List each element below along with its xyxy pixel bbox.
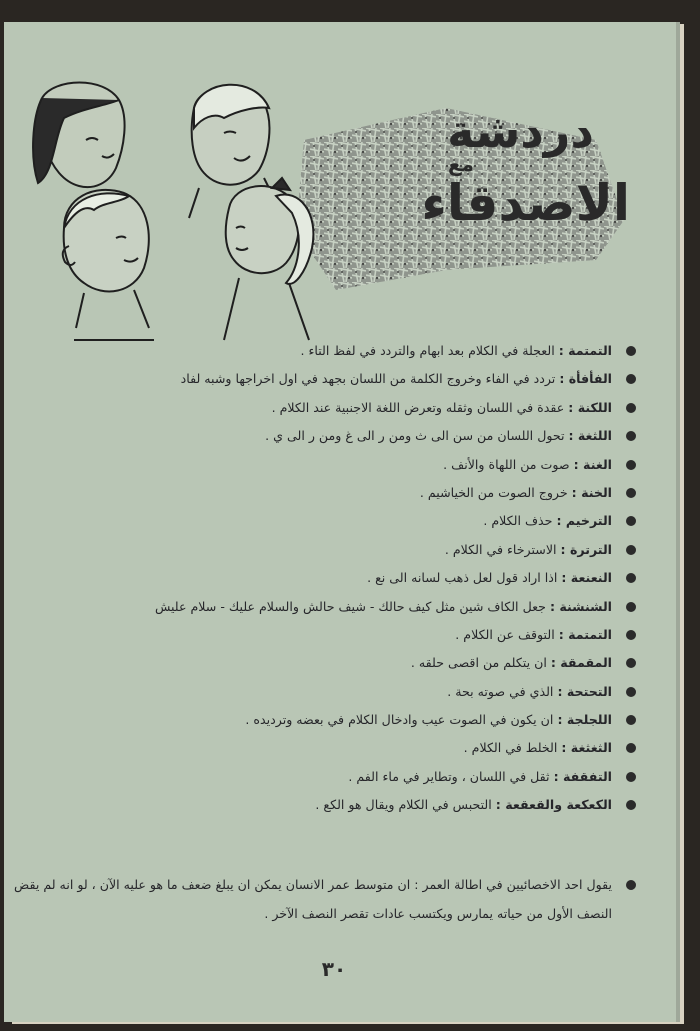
note-text: يقول احد الاخصائيين في اطالة العمر : ان متوسط عمر الانسان يمكن ان يبلغ ضعف ما هو عليه الآن ، لو انه لم يقض النصف الأول من حياته يمارس ويكتسب عادات تقصر النصف الآخر . bbox=[14, 877, 612, 921]
list-item bbox=[36, 763, 636, 791]
definition-text: تحول اللسان من سن الى ث ومن ر الى غ ومن ر الى ي . bbox=[265, 428, 565, 444]
bullet-icon bbox=[626, 630, 636, 640]
definition-term: الشنشنة : bbox=[549, 598, 612, 614]
definition-term: التحتحة : bbox=[557, 683, 612, 699]
definition-term: اللجلجة : bbox=[557, 712, 612, 728]
definition-text: اذا اراد قول لعل ذهب لسانه الى نع . bbox=[367, 570, 558, 586]
bullet-icon bbox=[626, 880, 636, 890]
definition-text: التحبس في الكلام ويقال هو الكع . bbox=[315, 797, 492, 813]
bullet-icon bbox=[626, 743, 636, 753]
definition-term: الثغثغة : bbox=[561, 740, 612, 756]
page-title bbox=[421, 104, 630, 232]
title-line-3: الاصدقاء bbox=[421, 174, 630, 232]
bullet-icon bbox=[626, 403, 636, 413]
longevity-note bbox=[4, 870, 636, 928]
children-illustration bbox=[24, 78, 324, 348]
definition-term: الكعكعة والقعقعة : bbox=[495, 797, 612, 813]
page-number: ٣٠ bbox=[321, 957, 347, 981]
list-item bbox=[36, 791, 636, 819]
definition-term: الخنة : bbox=[571, 484, 612, 500]
magazine-page bbox=[4, 22, 676, 1022]
definition-term: اللكنة : bbox=[568, 399, 612, 415]
list-item bbox=[36, 593, 636, 621]
bullet-icon bbox=[626, 658, 636, 668]
definition-term: اللثغة : bbox=[568, 428, 612, 444]
page-header bbox=[4, 22, 676, 332]
list-item bbox=[36, 649, 636, 677]
list-item bbox=[36, 621, 636, 649]
bullet-icon bbox=[626, 687, 636, 697]
bullet-icon bbox=[626, 516, 636, 526]
bullet-icon bbox=[626, 715, 636, 725]
definition-text: خروج الصوت من الخياشيم . bbox=[419, 484, 568, 500]
list-item bbox=[36, 337, 636, 365]
title-line-2: مع bbox=[447, 152, 474, 176]
definition-text: الذي في صوته بحة . bbox=[447, 683, 554, 699]
definition-text: ان يكون في الصوت عيب وادخال الكلام في بعضه وترديده . bbox=[245, 712, 554, 728]
list-item bbox=[36, 365, 636, 393]
list-item bbox=[36, 451, 636, 479]
definition-text: التوقف عن الكلام . bbox=[455, 626, 555, 642]
list-item bbox=[36, 536, 636, 564]
bullet-icon bbox=[626, 545, 636, 555]
bullet-icon bbox=[626, 800, 636, 810]
bullet-icon bbox=[626, 346, 636, 356]
definition-term: الفأفأة : bbox=[559, 371, 612, 387]
definition-text: جعل الكاف شين مثل كيف حالك - شيف حالش والسلام عليك - سلام عليش bbox=[154, 598, 546, 614]
definition-text: عقدة في اللسان وثقله وتعرض اللغة الاجنبية عند الكلام . bbox=[271, 399, 565, 415]
definition-term: النعنعة : bbox=[561, 570, 612, 586]
definition-text: ان يتكلم من اقصى حلقه . bbox=[410, 655, 547, 671]
definitions-list bbox=[36, 337, 636, 820]
definition-text: الخلط في الكلام . bbox=[463, 740, 558, 756]
definition-term: الترترة : bbox=[560, 541, 612, 557]
definition-term: التفقفة : bbox=[553, 768, 612, 784]
definition-text: حذف الكلام . bbox=[483, 513, 553, 529]
list-item bbox=[36, 678, 636, 706]
bullet-icon bbox=[626, 602, 636, 612]
definition-text: الاسترخاء في الكلام . bbox=[444, 541, 557, 557]
definition-text: صوت من اللهاة والأنف . bbox=[443, 456, 570, 472]
definition-text: ثقل في اللسان ، وتطاير في ماء الفم . bbox=[348, 768, 550, 784]
bullet-icon bbox=[626, 488, 636, 498]
definition-term: الغنة : bbox=[573, 456, 612, 472]
list-item bbox=[36, 564, 636, 592]
bullet-icon bbox=[626, 772, 636, 782]
list-item bbox=[36, 734, 636, 762]
bullet-icon bbox=[626, 460, 636, 470]
bullet-icon bbox=[626, 431, 636, 441]
bullet-icon bbox=[626, 573, 636, 583]
title-line-1: دردشة bbox=[447, 104, 594, 158]
definition-term: المقمقة : bbox=[550, 655, 612, 671]
list-item bbox=[36, 479, 636, 507]
list-item bbox=[36, 706, 636, 734]
definition-term: التمتمة : bbox=[558, 626, 612, 642]
definition-term: الترخيم : bbox=[556, 513, 612, 529]
list-item bbox=[36, 507, 636, 535]
list-item bbox=[36, 394, 636, 422]
definition-term: التمتمة : bbox=[558, 343, 612, 358]
definition-text: تردد في الفاء وخروج الكلمة من اللسان بجهد في اول اخراجها وشبه لفاد bbox=[180, 371, 556, 387]
list-item bbox=[36, 422, 636, 450]
bullet-icon bbox=[626, 374, 636, 384]
definition-text: العجلة في الكلام بعد ابهام والتردد في لفظ التاء . bbox=[300, 343, 555, 358]
